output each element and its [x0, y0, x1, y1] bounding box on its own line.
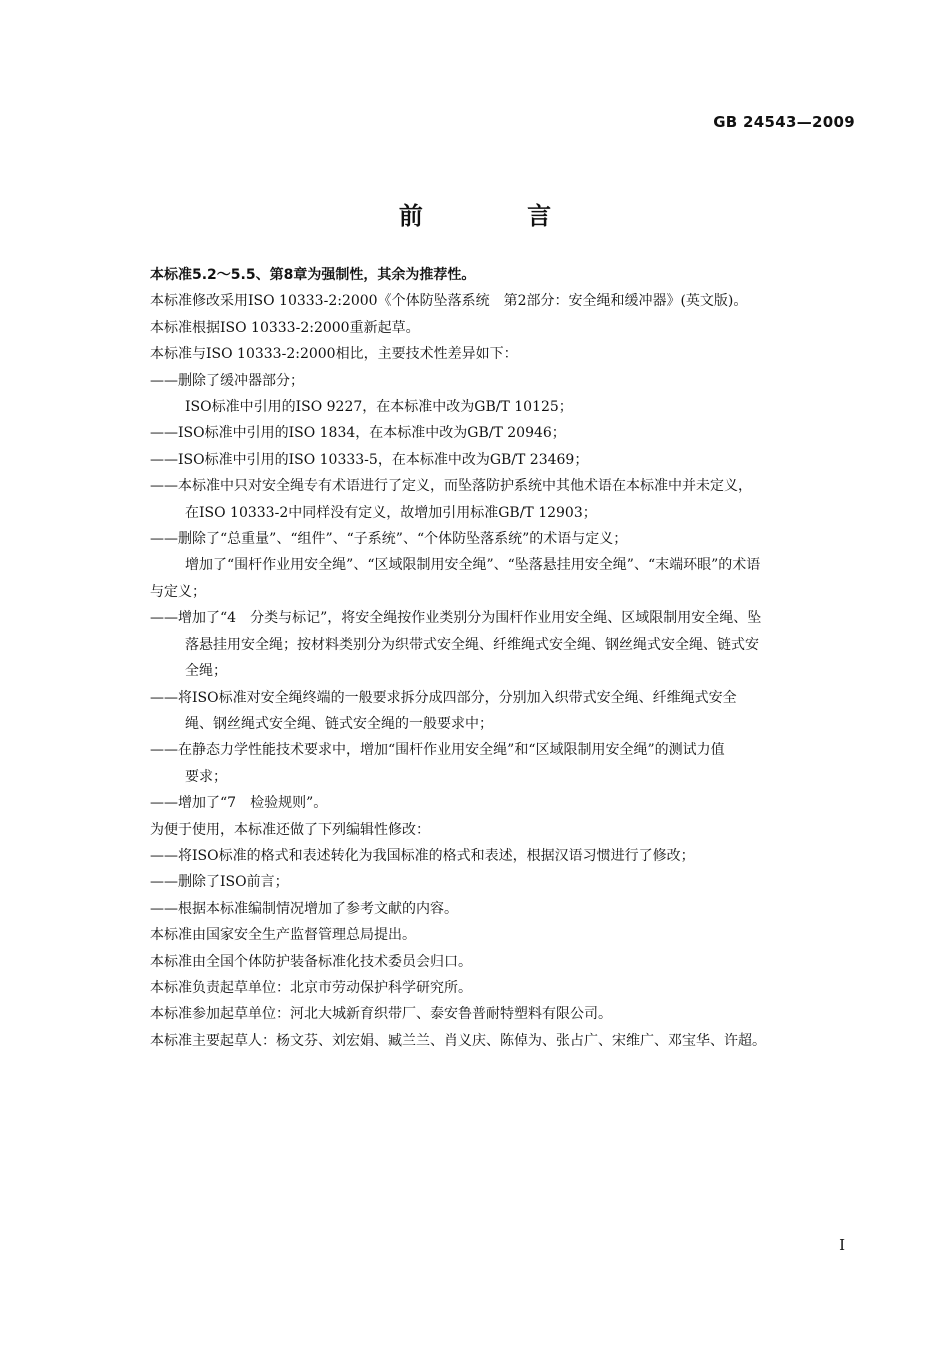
dash-list-item [150, 790, 856, 816]
list-item-line: 绳、钢丝绳式安全绳、链式安全绳的一般要求中； [185, 715, 493, 732]
list-item-line: ——增加了“7 检验规则”。 [150, 795, 328, 812]
dash-list-item [150, 368, 856, 394]
indented-paragraph: ISO标准中引用的ISO 9227，在本标准中改为GB/T 10125； [185, 399, 573, 416]
dash-list-item [150, 447, 856, 473]
list-item-line: ——ISO标准中引用的ISO 10333-5，在本标准中改为GB/T 23469； [150, 451, 589, 468]
list-item-line: ——删除了ISO前言； [150, 874, 289, 891]
list-item-line: ——增加了“4 分类与标记”，将安全绳按作业类别分为围杆作业用安全绳、区域限制用安全绳、坠 [150, 610, 762, 627]
paragraph: 为便于使用，本标准还做了下列编辑性修改： [150, 821, 430, 838]
dash-list-item [150, 737, 856, 790]
paragraph: 本标准负责起草单位：北京市劳动保护科学研究所。 [150, 979, 472, 996]
bold-paragraph: 本标准5.2～5.5、第8章为强制性，其余为推荐性。 [150, 267, 476, 283]
standard-code: GB 24543—2009 [713, 113, 855, 131]
paragraph-line: 与定义； [150, 583, 206, 600]
paragraph: 本标准与ISO 10333-2:2000相比，主要技术性差异如下： [150, 346, 518, 363]
list-item-line: ——删除了“总重量”、“组件”、“子系统”、“个体防坠落系统”的术语与定义； [150, 531, 628, 548]
dash-list-item [150, 473, 856, 526]
dash-list-item [150, 526, 856, 552]
paragraph: 本标准参加起草单位：河北大城新育织带厂、泰安鲁普耐特塑料有限公司。 [150, 1006, 612, 1023]
foreword-body [150, 262, 856, 1054]
paragraph: 本标准根据ISO 10333-2:2000重新起草。 [150, 319, 420, 336]
paragraph-line: 增加了“围杆作业用安全绳”、“区域限制用安全绳”、“坠落悬挂用安全绳”、“末端环眼”的术语 [185, 557, 761, 574]
dash-list-item [150, 869, 856, 895]
list-item-line: 落悬挂用安全绳；按材料类别分为织带式安全绳、纤维绳式安全绳、钢丝绳式安全绳、链式安 [185, 636, 759, 653]
list-item-line: ——ISO标准中引用的ISO 1834，在本标准中改为GB/T 20946； [150, 425, 566, 442]
paragraph: 本标准修改采用ISO 10333-2:2000《个体防坠落系统 第2部分：安全绳和缓冲器》(英文版)。 [150, 293, 748, 310]
dash-list-item [150, 685, 856, 738]
indented-paragraph [150, 552, 856, 605]
page-title: 前 言 [398, 202, 600, 230]
list-item-line: 在ISO 10333-2中同样没有定义，故增加引用标准GB/T 12903； [185, 504, 597, 521]
list-item-line: ——删除了缓冲器部分； [150, 372, 304, 389]
list-item-line: ——根据本标准编制情况增加了参考文献的内容。 [150, 900, 458, 917]
list-item-line: ——本标准中只对安全绳专有术语进行了定义，而坠落防护系统中其他术语在本标准中并未定义， [150, 478, 752, 495]
dash-list-item [150, 420, 856, 446]
dash-list-item [150, 843, 856, 869]
paragraph: 本标准由全国个体防护装备标准化技术委员会归口。 [150, 953, 472, 970]
list-item-line: 全绳； [185, 663, 227, 680]
paragraph: 本标准主要起草人：杨文芬、刘宏娟、臧兰兰、肖义庆、陈倬为、张占广、宋维广、邓宝华、许超。 [150, 1032, 766, 1049]
list-item-line: ——将ISO标准对安全绳终端的一般要求拆分成四部分，分别加入织带式安全绳、纤维绳式安全 [150, 689, 737, 706]
dash-list-item [150, 896, 856, 922]
list-item-line: 要求； [185, 768, 227, 785]
dash-list-item [150, 605, 856, 684]
list-item-line: ——将ISO标准的格式和表述转化为我国标准的格式和表述，根据汉语习惯进行了修改； [150, 847, 695, 864]
paragraph: 本标准由国家安全生产监督管理总局提出。 [150, 927, 416, 944]
page-number: I [839, 1236, 845, 1254]
list-item-line: ——在静态力学性能技术要求中，增加“围杆作业用安全绳”和“区域限制用安全绳”的测试力值 [150, 742, 725, 759]
